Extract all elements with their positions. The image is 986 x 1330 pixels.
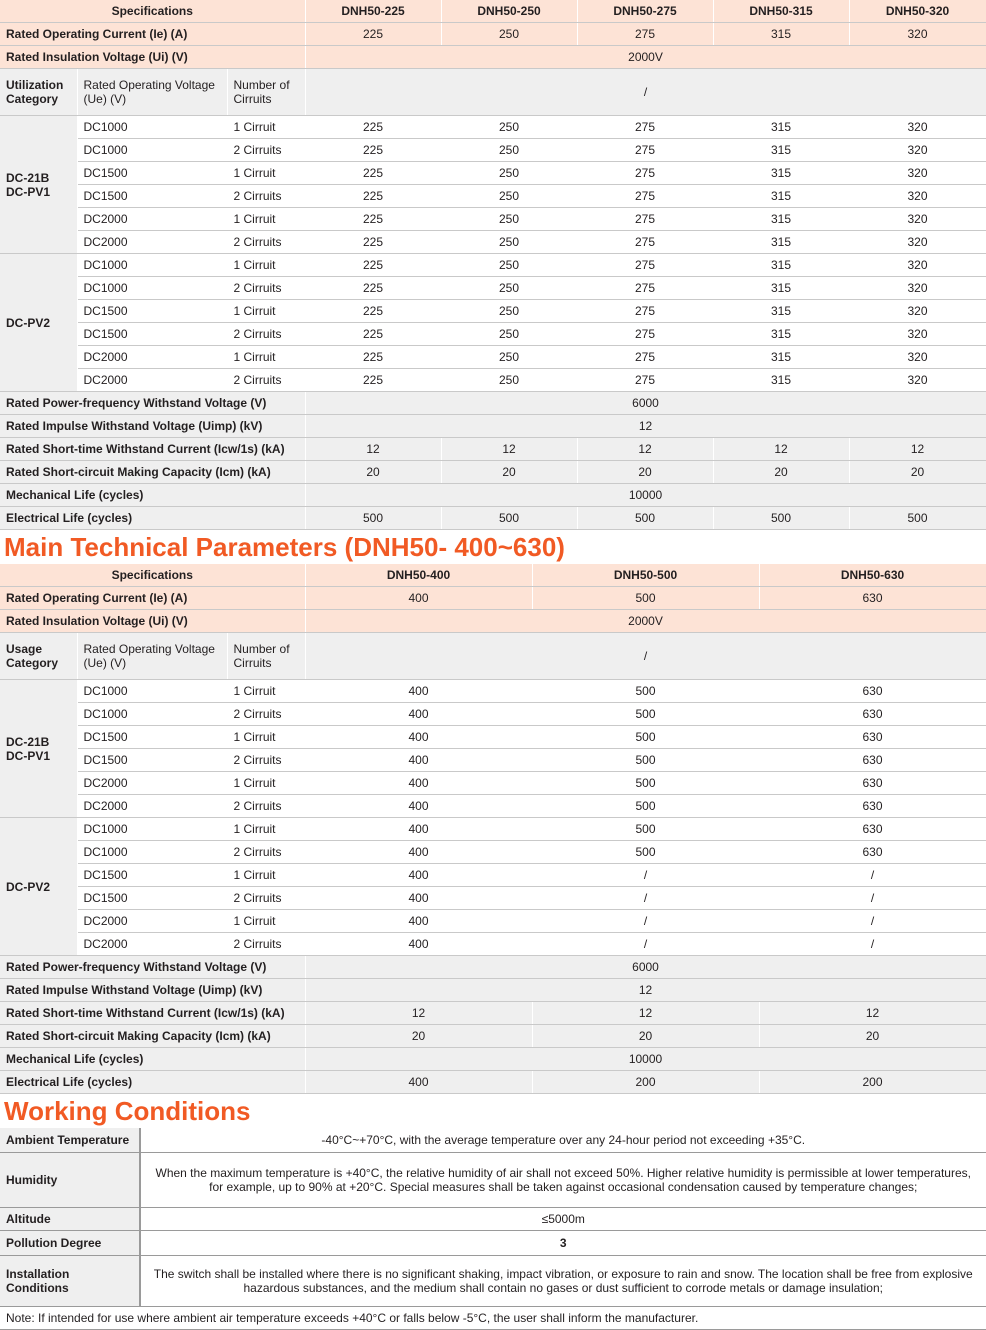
value-cell: 275 bbox=[577, 277, 713, 300]
data-row bbox=[0, 749, 986, 772]
value-cell: 320 bbox=[849, 185, 986, 208]
value-cell: 630 bbox=[759, 749, 986, 772]
row-label: Rated Short-time Withstand Current (Icw/1s) (kA) bbox=[0, 438, 305, 461]
header-cell: DNH50-500 bbox=[532, 564, 759, 587]
value-cell: 500 bbox=[713, 507, 849, 530]
value-cell: 630 bbox=[759, 680, 986, 703]
value-cell: 400 bbox=[305, 933, 532, 956]
category-label: Utilization Category bbox=[0, 69, 77, 116]
value-cell: 250 bbox=[441, 323, 577, 346]
spec-row bbox=[0, 1002, 986, 1025]
voltage-cell: DC2000 bbox=[77, 772, 227, 795]
value-cell: 250 bbox=[441, 346, 577, 369]
value-cell: 400 bbox=[305, 726, 532, 749]
data-row bbox=[0, 818, 986, 841]
voltage-cell: DC1500 bbox=[77, 864, 227, 887]
value-cell: 225 bbox=[305, 323, 441, 346]
value-cell: 275 bbox=[577, 23, 713, 46]
value-cell: 630 bbox=[759, 795, 986, 818]
spec-row bbox=[0, 461, 986, 484]
group-label: DC-21B DC-PV1 bbox=[0, 116, 77, 254]
note-text: Note: If intended for use where ambient air temperature exceeds +40°C or falls below -5°C, the user shall inform the manufacturer. bbox=[0, 1307, 986, 1330]
spec-table-225-320 bbox=[0, 0, 986, 530]
value-cell: 315 bbox=[713, 369, 849, 392]
value-cell: 20 bbox=[713, 461, 849, 484]
spec-row bbox=[0, 46, 986, 69]
value-cell: / bbox=[759, 910, 986, 933]
data-row bbox=[0, 346, 986, 369]
voltage-cell: DC2000 bbox=[77, 795, 227, 818]
condition-row bbox=[0, 1153, 986, 1208]
value-cell: 400 bbox=[305, 887, 532, 910]
data-row bbox=[0, 772, 986, 795]
circuit-cell: 2 Cirruits bbox=[227, 369, 305, 392]
value-cell: 275 bbox=[577, 254, 713, 277]
value-cell: 225 bbox=[305, 139, 441, 162]
row-label: Rated Operating Current (Ie) (A) bbox=[0, 23, 305, 46]
data-row bbox=[0, 841, 986, 864]
value-cell: 500 bbox=[532, 680, 759, 703]
value-cell: 400 bbox=[305, 910, 532, 933]
spec-row bbox=[0, 979, 986, 1002]
data-row bbox=[0, 910, 986, 933]
circuit-cell: 2 Cirruits bbox=[227, 795, 305, 818]
spec-row bbox=[0, 507, 986, 530]
row-label: Electrical Life (cycles) bbox=[0, 1071, 305, 1094]
value-cell: 315 bbox=[713, 346, 849, 369]
data-row bbox=[0, 323, 986, 346]
circuit-cell: 1 Cirruit bbox=[227, 346, 305, 369]
value-cell: 320 bbox=[849, 277, 986, 300]
value-cell: 630 bbox=[759, 818, 986, 841]
value-cell: 225 bbox=[305, 346, 441, 369]
condition-value: ≤5000m bbox=[140, 1208, 986, 1231]
value-cell: 400 bbox=[305, 1071, 532, 1094]
voltage-cell: DC1500 bbox=[77, 726, 227, 749]
data-row bbox=[0, 277, 986, 300]
row-label: Rated Short-circuit Making Capacity (Icm) (kA) bbox=[0, 461, 305, 484]
value-cell: 20 bbox=[305, 1025, 532, 1048]
row-label: Rated Impulse Withstand Voltage (Uimp) (kV) bbox=[0, 415, 305, 438]
value-cell: 12 bbox=[305, 979, 986, 1002]
section-heading-working-conditions: Working Conditions bbox=[4, 1096, 251, 1126]
value-cell: 225 bbox=[305, 277, 441, 300]
circuit-cell: 1 Cirruit bbox=[227, 300, 305, 323]
value-cell: 10000 bbox=[305, 484, 986, 507]
row-label: Rated Short-circuit Making Capacity (Icm) (kA) bbox=[0, 1025, 305, 1048]
value-cell: 400 bbox=[305, 864, 532, 887]
value-cell: 320 bbox=[849, 346, 986, 369]
value-cell: 275 bbox=[577, 185, 713, 208]
data-row bbox=[0, 162, 986, 185]
header-row bbox=[0, 564, 986, 587]
spec-row bbox=[0, 610, 986, 633]
header-cell: DNH50-250 bbox=[441, 0, 577, 23]
voltage-cell: DC1000 bbox=[77, 818, 227, 841]
value-cell: 6000 bbox=[305, 392, 986, 415]
value-cell: 275 bbox=[577, 139, 713, 162]
value-cell: 320 bbox=[849, 208, 986, 231]
value-cell: 400 bbox=[305, 680, 532, 703]
value-cell: 315 bbox=[713, 254, 849, 277]
value-cell: / bbox=[759, 887, 986, 910]
data-row bbox=[0, 254, 986, 277]
voltage-label: Rated Operating Voltage (Ue) (V) bbox=[77, 69, 227, 116]
header-cell: DNH50-275 bbox=[577, 0, 713, 23]
row-label: Rated Power-frequency Withstand Voltage (V) bbox=[0, 392, 305, 415]
row-label: Mechanical Life (cycles) bbox=[0, 1048, 305, 1071]
header-row bbox=[0, 0, 986, 23]
row-label: Mechanical Life (cycles) bbox=[0, 484, 305, 507]
voltage-cell: DC1000 bbox=[77, 116, 227, 139]
value-cell: 500 bbox=[532, 749, 759, 772]
value-cell: 315 bbox=[713, 185, 849, 208]
spec-row bbox=[0, 438, 986, 461]
header-cell: DNH50-630 bbox=[759, 564, 986, 587]
value-cell: 225 bbox=[305, 23, 441, 46]
value-cell: 400 bbox=[305, 772, 532, 795]
spec-row bbox=[0, 415, 986, 438]
value-cell: 500 bbox=[532, 818, 759, 841]
circuit-cell: 2 Cirruits bbox=[227, 231, 305, 254]
row-label: Rated Insulation Voltage (Ui) (V) bbox=[0, 46, 305, 69]
value-cell: 320 bbox=[849, 139, 986, 162]
voltage-cell: DC2000 bbox=[77, 933, 227, 956]
circuit-cell: 2 Cirruits bbox=[227, 703, 305, 726]
value-cell: 12 bbox=[305, 415, 986, 438]
value-cell: 10000 bbox=[305, 1048, 986, 1071]
value-cell: 400 bbox=[305, 818, 532, 841]
value-cell: 315 bbox=[713, 300, 849, 323]
value-cell: 500 bbox=[305, 507, 441, 530]
value-cell: 320 bbox=[849, 300, 986, 323]
value-cell: 500 bbox=[577, 507, 713, 530]
voltage-cell: DC1000 bbox=[77, 254, 227, 277]
value-cell: 275 bbox=[577, 162, 713, 185]
value-cell: 315 bbox=[713, 116, 849, 139]
value-cell: 12 bbox=[759, 1002, 986, 1025]
value-cell: 500 bbox=[441, 507, 577, 530]
working-conditions-table bbox=[0, 1128, 986, 1330]
value-cell: 500 bbox=[532, 587, 759, 610]
value-cell: 315 bbox=[713, 162, 849, 185]
value-cell: 12 bbox=[441, 438, 577, 461]
voltage-cell: DC1000 bbox=[77, 277, 227, 300]
circuit-cell: 2 Cirruits bbox=[227, 323, 305, 346]
voltage-cell: DC1500 bbox=[77, 323, 227, 346]
spec-row bbox=[0, 392, 986, 415]
value-cell: 12 bbox=[577, 438, 713, 461]
header-cell: DNH50-315 bbox=[713, 0, 849, 23]
value-cell: 630 bbox=[759, 772, 986, 795]
data-row bbox=[0, 726, 986, 749]
value-cell: 250 bbox=[441, 116, 577, 139]
circuit-cell: 2 Cirruits bbox=[227, 841, 305, 864]
voltage-label: Rated Operating Voltage (Ue) (V) bbox=[77, 633, 227, 680]
circuit-cell: 1 Cirruit bbox=[227, 772, 305, 795]
value-cell: 250 bbox=[441, 300, 577, 323]
value-cell: / bbox=[532, 910, 759, 933]
value-cell: 630 bbox=[759, 587, 986, 610]
value-cell: 630 bbox=[759, 703, 986, 726]
value-cell: 250 bbox=[441, 254, 577, 277]
value-cell: 20 bbox=[441, 461, 577, 484]
value-cell: 12 bbox=[849, 438, 986, 461]
header-cell: DNH50-225 bbox=[305, 0, 441, 23]
group-label: DC-PV2 bbox=[0, 818, 77, 956]
value-cell: 250 bbox=[441, 139, 577, 162]
value-cell: 400 bbox=[305, 841, 532, 864]
value-cell: / bbox=[759, 864, 986, 887]
row-label: Rated Impulse Withstand Voltage (Uimp) (kV) bbox=[0, 979, 305, 1002]
value-cell: 20 bbox=[532, 1025, 759, 1048]
value-cell: 320 bbox=[849, 254, 986, 277]
data-row bbox=[0, 300, 986, 323]
value-cell: 225 bbox=[305, 369, 441, 392]
voltage-cell: DC1500 bbox=[77, 749, 227, 772]
condition-label: Installation Conditions bbox=[0, 1256, 140, 1307]
value-cell: 12 bbox=[713, 438, 849, 461]
value-cell: 2000V bbox=[305, 46, 986, 69]
value-cell: / bbox=[532, 933, 759, 956]
spec-row bbox=[0, 484, 986, 507]
value-cell: 500 bbox=[532, 841, 759, 864]
data-row bbox=[0, 208, 986, 231]
value-cell: 500 bbox=[532, 795, 759, 818]
circuit-cell: 1 Cirruit bbox=[227, 864, 305, 887]
value-cell: 250 bbox=[441, 277, 577, 300]
voltage-cell: DC2000 bbox=[77, 369, 227, 392]
voltage-cell: DC1500 bbox=[77, 300, 227, 323]
header-cell: Specifications bbox=[0, 0, 305, 23]
value-cell: 315 bbox=[713, 208, 849, 231]
condition-value: The switch shall be installed where there is no significant shaking, impact vibration, or exposure to rain and snow. The location shall be free from explosive hazardous substances, and the medium shall contain no gases or dust sufficient to corrode metals or damage insulation; bbox=[140, 1256, 986, 1307]
data-row bbox=[0, 933, 986, 956]
data-row bbox=[0, 116, 986, 139]
header-cell: DNH50-320 bbox=[849, 0, 986, 23]
circuit-cell: 1 Cirruit bbox=[227, 116, 305, 139]
voltage-cell: DC1000 bbox=[77, 703, 227, 726]
value-cell: 275 bbox=[577, 208, 713, 231]
row-label: Rated Operating Current (Ie) (A) bbox=[0, 587, 305, 610]
value-cell: 12 bbox=[305, 1002, 532, 1025]
value-cell: 275 bbox=[577, 231, 713, 254]
value-cell: 500 bbox=[849, 507, 986, 530]
spec-table-400-630 bbox=[0, 564, 986, 1094]
circuit-cell: 2 Cirruits bbox=[227, 277, 305, 300]
value-cell: 250 bbox=[441, 208, 577, 231]
conditions-table bbox=[0, 1128, 986, 1330]
voltage-cell: DC2000 bbox=[77, 910, 227, 933]
data-row bbox=[0, 887, 986, 910]
condition-row bbox=[0, 1128, 986, 1153]
value-cell: 320 bbox=[849, 323, 986, 346]
condition-label: Humidity bbox=[0, 1153, 140, 1208]
value-cell: 400 bbox=[305, 703, 532, 726]
value-cell: 320 bbox=[849, 116, 986, 139]
spec-table bbox=[0, 0, 986, 530]
value-cell: 315 bbox=[713, 231, 849, 254]
value-cell: 225 bbox=[305, 116, 441, 139]
circuit-cell: 1 Cirruit bbox=[227, 208, 305, 231]
spec-row bbox=[0, 587, 986, 610]
value-cell: 400 bbox=[305, 749, 532, 772]
group-label: DC-PV2 bbox=[0, 254, 77, 392]
circuit-cell: 1 Cirruit bbox=[227, 680, 305, 703]
note-row bbox=[0, 1307, 986, 1330]
voltage-cell: DC2000 bbox=[77, 208, 227, 231]
value-cell: 630 bbox=[759, 841, 986, 864]
condition-row bbox=[0, 1256, 986, 1307]
value-cell: / bbox=[759, 933, 986, 956]
voltage-cell: DC1500 bbox=[77, 887, 227, 910]
slash-cell: / bbox=[305, 69, 986, 116]
value-cell: 275 bbox=[577, 300, 713, 323]
data-row bbox=[0, 864, 986, 887]
value-cell: 225 bbox=[305, 300, 441, 323]
circuit-cell: 2 Cirruits bbox=[227, 887, 305, 910]
value-cell: 250 bbox=[441, 185, 577, 208]
value-cell: 12 bbox=[305, 438, 441, 461]
condition-label: Pollution Degree bbox=[0, 1231, 140, 1256]
value-cell: 12 bbox=[532, 1002, 759, 1025]
circuit-cell: 1 Cirruit bbox=[227, 162, 305, 185]
value-cell: 250 bbox=[441, 369, 577, 392]
value-cell: 320 bbox=[849, 23, 986, 46]
value-cell: 315 bbox=[713, 277, 849, 300]
circuit-cell: 1 Cirruit bbox=[227, 910, 305, 933]
value-cell: 200 bbox=[759, 1071, 986, 1094]
spec-row bbox=[0, 1025, 986, 1048]
data-row bbox=[0, 139, 986, 162]
condition-value: When the maximum temperature is +40°C, the relative humidity of air shall not exceed 50%. Higher relative humidity is permissible at lower temperatures, for example, up to 90% at +20°C. Special measures shall be taken against occasional condensation caused by temperature changes; bbox=[140, 1153, 986, 1208]
row-label: Rated Insulation Voltage (Ui) (V) bbox=[0, 610, 305, 633]
spec-row bbox=[0, 23, 986, 46]
circuit-label: Number of Cirruits bbox=[227, 69, 305, 116]
slash-cell: / bbox=[305, 633, 986, 680]
value-cell: 500 bbox=[532, 703, 759, 726]
voltage-cell: DC1500 bbox=[77, 185, 227, 208]
condition-value: 3 bbox=[140, 1231, 986, 1256]
condition-row bbox=[0, 1231, 986, 1256]
value-cell: 275 bbox=[577, 369, 713, 392]
category-header-row bbox=[0, 633, 986, 680]
value-cell: 315 bbox=[713, 23, 849, 46]
value-cell: 225 bbox=[305, 254, 441, 277]
circuit-cell: 1 Cirruit bbox=[227, 254, 305, 277]
value-cell: 200 bbox=[532, 1071, 759, 1094]
circuit-cell: 1 Cirruit bbox=[227, 818, 305, 841]
voltage-cell: DC2000 bbox=[77, 231, 227, 254]
value-cell: 250 bbox=[441, 231, 577, 254]
value-cell: 320 bbox=[849, 231, 986, 254]
value-cell: 225 bbox=[305, 162, 441, 185]
row-label: Rated Short-time Withstand Current (Icw/1s) (kA) bbox=[0, 1002, 305, 1025]
value-cell: 400 bbox=[305, 795, 532, 818]
data-row bbox=[0, 231, 986, 254]
voltage-cell: DC2000 bbox=[77, 346, 227, 369]
value-cell: 225 bbox=[305, 185, 441, 208]
value-cell: 315 bbox=[713, 139, 849, 162]
header-cell: Specifications bbox=[0, 564, 305, 587]
category-header-row bbox=[0, 69, 986, 116]
value-cell: 500 bbox=[532, 772, 759, 795]
value-cell: 320 bbox=[849, 162, 986, 185]
circuit-label: Number of Cirruits bbox=[227, 633, 305, 680]
data-row bbox=[0, 795, 986, 818]
circuit-cell: 2 Cirruits bbox=[227, 185, 305, 208]
value-cell: 225 bbox=[305, 231, 441, 254]
row-label: Rated Power-frequency Withstand Voltage (V) bbox=[0, 956, 305, 979]
section-heading-400-630: Main Technical Parameters (DNH50- 400~630) bbox=[4, 532, 565, 562]
voltage-cell: DC1000 bbox=[77, 680, 227, 703]
value-cell: 275 bbox=[577, 323, 713, 346]
value-cell: 225 bbox=[305, 208, 441, 231]
value-cell: 500 bbox=[532, 726, 759, 749]
voltage-cell: DC1000 bbox=[77, 841, 227, 864]
voltage-cell: DC1000 bbox=[77, 139, 227, 162]
value-cell: 20 bbox=[577, 461, 713, 484]
value-cell: 6000 bbox=[305, 956, 986, 979]
value-cell: 250 bbox=[441, 23, 577, 46]
circuit-cell: 1 Cirruit bbox=[227, 726, 305, 749]
spec-row bbox=[0, 1048, 986, 1071]
value-cell: / bbox=[532, 887, 759, 910]
voltage-cell: DC1500 bbox=[77, 162, 227, 185]
circuit-cell: 2 Cirruits bbox=[227, 749, 305, 772]
spec-row bbox=[0, 1071, 986, 1094]
condition-label: Altitude bbox=[0, 1208, 140, 1231]
spec-table bbox=[0, 564, 986, 1094]
value-cell: 320 bbox=[849, 369, 986, 392]
category-label: Usage Category bbox=[0, 633, 77, 680]
data-row bbox=[0, 185, 986, 208]
value-cell: 250 bbox=[441, 162, 577, 185]
data-row bbox=[0, 369, 986, 392]
data-row bbox=[0, 703, 986, 726]
value-cell: 400 bbox=[305, 587, 532, 610]
group-label: DC-21B DC-PV1 bbox=[0, 680, 77, 818]
condition-value: -40°C~+70°C, with the average temperature over any 24-hour period not exceeding +35°C. bbox=[140, 1128, 986, 1153]
circuit-cell: 2 Cirruits bbox=[227, 933, 305, 956]
row-label: Electrical Life (cycles) bbox=[0, 507, 305, 530]
value-cell: 630 bbox=[759, 726, 986, 749]
condition-label: Ambient Temperature bbox=[0, 1128, 140, 1153]
data-row bbox=[0, 680, 986, 703]
value-cell: 2000V bbox=[305, 610, 986, 633]
value-cell: 275 bbox=[577, 116, 713, 139]
value-cell: 315 bbox=[713, 323, 849, 346]
value-cell: 20 bbox=[305, 461, 441, 484]
value-cell: 20 bbox=[759, 1025, 986, 1048]
value-cell: 20 bbox=[849, 461, 986, 484]
header-cell: DNH50-400 bbox=[305, 564, 532, 587]
value-cell: / bbox=[532, 864, 759, 887]
circuit-cell: 2 Cirruits bbox=[227, 139, 305, 162]
spec-row bbox=[0, 956, 986, 979]
condition-row bbox=[0, 1208, 986, 1231]
value-cell: 275 bbox=[577, 346, 713, 369]
